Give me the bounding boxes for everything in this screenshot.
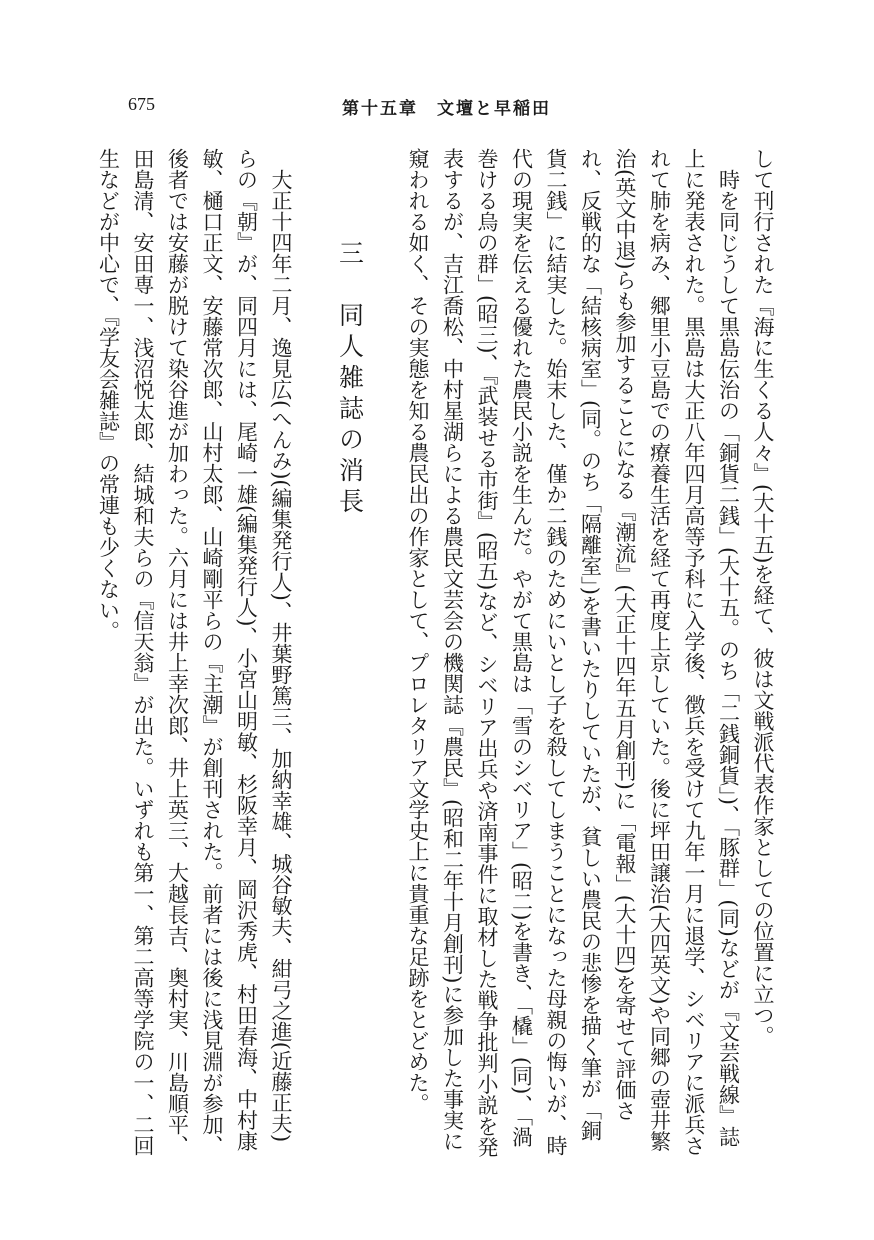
paragraph: 大正十四年二月、逸見広(へんみ)(編集発行人)、井葉野篤三、加納幸雄、城谷敏夫、紺弓之進(近藤正夫)らの『朝』が、同四月には、尾崎一雄(編集発行人)、小宮山明敏、杉阪幸月、岡沢秀虎、村田春海、中村康敏、樋口正文、安藤常次郎、山村太郎、山崎剛平らの『主潮』が創刊された。前者には後に浅見淵が参加、後者では安藤が脱けて染谷進が加わった。六月には井上幸次郎、井上英三、大越長吉、奥村実、川島順平、田島清、安田専一、浅沼悦太郎、結城和夫らの『信天翁』が出た。いずれも第一、第二高等学院の一、二回生などが中心で、『学友会雑誌』の常連も少くない。 bbox=[96, 148, 293, 1156]
page-number: 675 bbox=[128, 94, 155, 114]
body-text bbox=[90, 148, 780, 1158]
section-heading: 三 同人雑誌の消長 bbox=[335, 240, 365, 519]
paragraph: して刊行された『海に生くる人々』(大十五)を経て、彼は文戦派代表作家としての位置に立つ。 bbox=[751, 148, 775, 1047]
running-header: 第十五章 文壇と早稲田 bbox=[342, 99, 551, 119]
paragraph: 時を同じうして黒島伝治の「銅貨二銭」(大十五。のち「二銭銅貨」)、「豚群」(同)などが『文芸戦線』誌上に発表された。黒島は大正八年四月高等予科に入学後、徴兵を受けて九年一月に退学、シベリアに派兵されて肺を病み、郷里小豆島での療養生活を経て再度上京していた。後に坪田譲治(大四英文)や同郷の壺井繁治(英文中退)らも参加することになる『潮流』(大正十四年五月創刊)に「電報」(大十四)を寄せて評価され、反戦的な「結核病室」(同。のち「隔離室」)を書いたりしていたが、貧しい農民の悲惨を描く筆が「銅貨二銭」に結実した。始末した、僅か二銭のためにいとし子を殺してしまうことになった母親の悔いが、時代の現実を伝える優れた農民小説を生んだ。やがて黒島は「雪のシベリア」(昭二)を書き、「橇」(同)、「渦巻ける烏の群」(昭三)、『武装せる市街』(昭五)など、シベリア出兵や済南事件に取材した戦争批判小説を発表するが、吉江喬松、中村星湖らによる農民文芸会の機関誌『農民』(昭和二年十月創刊)に参加した事実に窺われる如く、その実態を知る農民出の作家として、プロレタリア文学史上に貴重な足跡をとどめた。 bbox=[406, 148, 741, 1158]
